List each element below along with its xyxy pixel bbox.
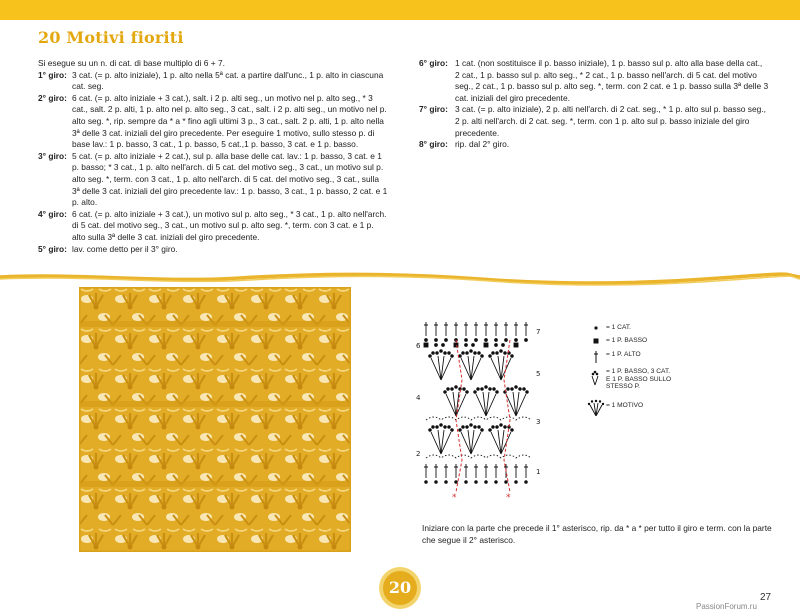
single-crochet-square-icon [586, 337, 606, 351]
legend-text-line: E 1 P. BASSO SULLO [606, 375, 672, 383]
watermark: PassionForum.ru [696, 602, 757, 611]
instruction-row [38, 151, 388, 209]
diagram-row-number: 2 [416, 450, 421, 458]
diagram-row-number: 7 [536, 328, 541, 336]
top-accent-bar [0, 0, 800, 20]
page-title: 20 Motivi fioriti [38, 28, 184, 47]
legend-item [586, 324, 631, 338]
crochet-swatch-photo [79, 287, 351, 552]
instructions-left-column [38, 58, 388, 255]
instructions-intro: Si esegue su un n. di cat. di base multiplo di 6 + 7. [38, 58, 225, 68]
legend-text-line: STESSO P. [606, 383, 640, 391]
legend-text: = 1 CAT. [606, 324, 631, 331]
row-text: 6 cat. (= p. alto iniziale + 3 cat.), salt. i 2 p. alti seg., un motivo nel p. alto seg., * 3 cat., salt. 2 p. alti, 1 p. alto nel p. alto seg., 3 cat., salt. i 2 p. alti seg., un motivo nel p. alto seg. *, rip. sempre da * a * fino agli ultimi 3 p., 3 cat., salt. 2 p. alti, 1 p. alto nella 3ª delle 3 cat. iniziali del giro precedente. Per eseguire 1 motivo, sullo stesso p. di base lav.: 1 p. basso, 3 cat., 1 p. basso, 5 cat.,1 p. basso, 3 cat. e 1 p. basso. [72, 92, 387, 150]
legend-text: = 1 MOTIVO [606, 402, 644, 409]
row-text: 1 cat. (non sostituisce il p. basso iniziale), 1 p. basso sul p. alto alla base della cat., 2 cat., 1 p. basso sul p. alto seg., * 2 cat., 1 p. basso nell'arch. di 5 cat. del motivo seg., 2 cat., 1 p. basso sul p. alto seg. *, term. con 2 cat. e 1 p. basso sulla 3ª delle 3 cat. iniziali del giro precedente. [455, 58, 769, 103]
legend-item [586, 368, 671, 391]
instruction-row [419, 104, 769, 139]
svg-text:*: * [452, 493, 457, 502]
instruction-row [38, 93, 388, 151]
legend-text: = 1 P. ALTO [606, 351, 641, 358]
row-label: 4° giro: [38, 208, 67, 219]
repeat-note: Iniziare con la parte che precede il 1° asterisco, rip. da * a * per tutto il giro e term. con la parte che segue il 2° asterisco. [422, 523, 772, 545]
row-text: 5 cat. (= p. alto iniziale + 2 cat.), sul p. alla base delle cat. lav.: 1 p. basso, 3 cat. e 1 p. basso; * 3 cat., 1 p. alto nell'arch. di 5 cat. del motivo seg., 3 cat., un motivo sul p. alto seg. *, term. con 3 cat., 1 p. alto nell'arch. di 5 cat. del motivo seg., 3 cat., sulla 3ª delle 3 cat. iniziali del giro precedente lav.: 1 p. basso, 3 cat., 1 p. basso, 2 cat. e 1 p. alto. [72, 150, 388, 208]
row-text: 6 cat. (= p. alto iniziale + 3 cat.), un motivo sul p. alto seg., * 3 cat., 1 p. alto nell'arch. di 5 cat. del motivo seg., 3 cat., un motivo sul p. alto seg. *, term. con 3 cat. e 1 p. alto sulla 3ª delle 3 cat. iniziali del giro precedente. [72, 208, 387, 242]
diagram-row-number: 1 [536, 468, 541, 476]
row-text: rip. dal 2° giro. [455, 139, 510, 150]
legend-item [586, 337, 647, 351]
motif-number-badge [378, 566, 422, 610]
row-label: 6° giro: [419, 58, 448, 68]
stitch-diagram [416, 320, 562, 502]
picot-group-icon [586, 368, 606, 388]
diagram-row-number: 3 [536, 418, 541, 426]
diagram-legend [586, 320, 736, 420]
row-label: 2° giro: [38, 92, 67, 103]
legend-item [586, 398, 643, 416]
legend-text-line: = 1 P. BASSO, 3 CAT. [606, 368, 671, 375]
legend-item [586, 351, 641, 365]
chain-dot-icon [586, 324, 606, 338]
row-label: 3° giro: [38, 150, 67, 161]
instructions-right-column [419, 58, 769, 151]
diagram-row-number: 5 [536, 370, 541, 378]
instruction-row [419, 139, 769, 151]
row-text: lav. come detto per il 3° giro. [72, 243, 178, 254]
svg-text:*: * [506, 493, 511, 502]
instruction-row [38, 209, 388, 244]
page-number: 27 [760, 592, 772, 603]
legend-text: = 1 P. BASSO [606, 337, 648, 344]
instruction-row [38, 244, 388, 256]
diagram-row-number: 6 [416, 342, 421, 350]
double-crochet-icon [586, 351, 606, 365]
row-label: 7° giro: [419, 104, 448, 115]
legend-text [606, 368, 671, 391]
row-label: 5° giro: [38, 243, 67, 254]
motif-icon [586, 398, 606, 416]
row-text: 3 cat. (= p. alto iniziale), 2 p. alti nell'arch. di 2 cat. seg., * 1 p. alto sul p. basso seg., 2 p. alti nell'arch. di 2 cat. seg. *, term. con 1 p. alto sul p. basso iniziale del giro precedente. [455, 104, 766, 138]
badge-number: 20 [388, 578, 412, 597]
diagram-row-number: 4 [416, 394, 421, 402]
row-label: 1° giro: [38, 69, 67, 80]
instruction-row [419, 58, 769, 104]
instruction-row [38, 70, 388, 93]
row-text: 3 cat. (= p. alto iniziale), 1 p. alto nella 5ª cat. a partire dall'unc., 1 p. alto in ciascuna cat. seg. [72, 69, 384, 92]
row-label: 8° giro: [419, 139, 448, 150]
